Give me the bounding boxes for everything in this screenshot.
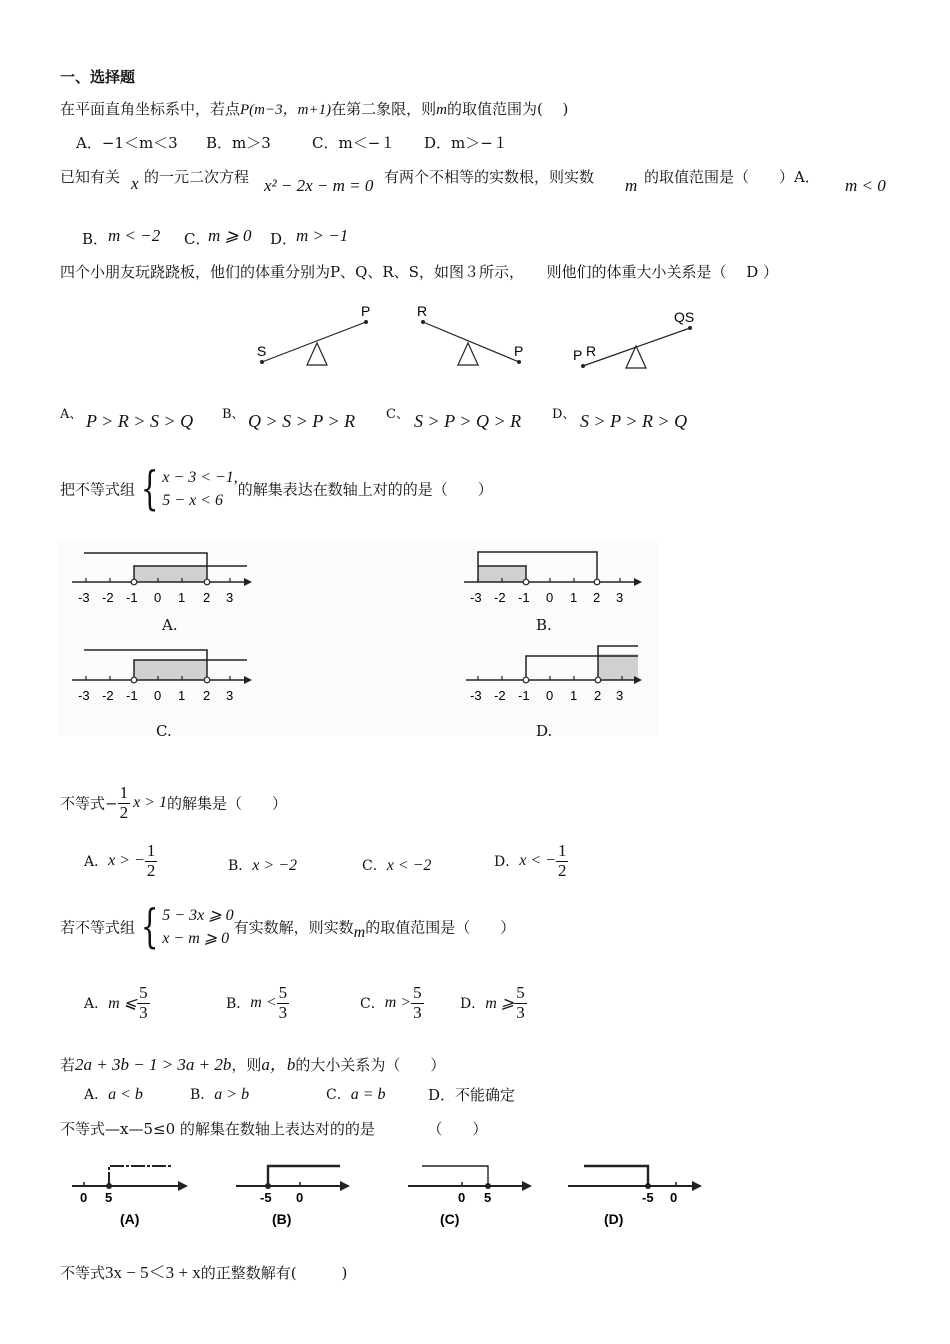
q5-opt-a-num: 1 [146, 841, 156, 860]
q6-option-a-label: A． [84, 996, 109, 1013]
q7-stem-post: 的大小关系为（ ） [295, 1056, 446, 1074]
q8d-label-1: -5 [642, 1190, 654, 1205]
seesaw-2 [417, 303, 523, 365]
q4c-tick-7: 3 [226, 688, 234, 703]
q2-equation: x² − 2x − m = 0 [264, 176, 374, 195]
q8a-label-2: 5 [105, 1190, 113, 1205]
q6-opt-d-den: 3 [516, 1002, 525, 1022]
q8-number-line-a [66, 1160, 196, 1230]
q5-fraction [118, 784, 131, 822]
q1-stem-pre: 在平面直角坐标系中，若点 [60, 100, 241, 118]
q9-expr: 3x − 5＜3 + x [105, 1263, 201, 1282]
q6-option-b [226, 984, 289, 1022]
q6-option-a-fraction [137, 984, 150, 1022]
q6-opt-c-den: 3 [413, 1002, 422, 1022]
q4-caption-b: B. [536, 616, 552, 634]
q4-ineq-2: 5 − x < 6 [162, 492, 223, 510]
q5-opt-a-den: 2 [146, 860, 156, 880]
q8-number-line-d [562, 1160, 712, 1230]
q8a-caption: (A) [120, 1211, 140, 1227]
q3-option-b-label: B、 [222, 407, 245, 422]
q8-stem: 不等式—x—5≤0 的解集在数轴上表达对的的是 （ ） [60, 1120, 488, 1138]
q4d-tick-2: -2 [494, 688, 506, 703]
q2-var-m: m [625, 176, 638, 195]
q6-option-c-label: C． [360, 996, 385, 1013]
q4c-tick-6: 2 [203, 688, 211, 703]
q2-option-b-label: B． [82, 230, 109, 248]
q6-option-b-fraction [277, 984, 290, 1022]
q2-option-c: m ⩾ 0 [208, 226, 252, 245]
q6-var: m [353, 924, 366, 942]
q2-stem-a: 已知有关 [60, 168, 121, 186]
q6-stem-pre: 若不等式组 [60, 918, 136, 937]
q4d-tick-7: 3 [616, 688, 624, 703]
q7-stem-pre: 若 [60, 1056, 76, 1074]
q4-number-line-c [62, 646, 262, 708]
q5-option-b-label: B． [228, 858, 253, 874]
q6-system [162, 904, 233, 950]
q5-option-b-expr: x > −2 [252, 857, 297, 874]
q4b-tick-1: -3 [470, 590, 482, 605]
q3-option-b: Q > S > P > R [248, 411, 356, 431]
q3-seesaw-figure [240, 298, 710, 380]
q5-opt-d-den: 2 [557, 860, 567, 880]
q6-stem-post: 的取值范围是（ ） [365, 918, 516, 937]
q8d-label-2: 0 [670, 1190, 678, 1205]
q6-option-d-expr: m ⩾ [485, 995, 515, 1013]
q1-stem-post: 在第二象限，则 [331, 100, 437, 118]
q4-stem-pre: 把不等式组 [60, 480, 136, 499]
q6-option-a [84, 984, 150, 1022]
q6-option-d-fraction [514, 984, 527, 1022]
q5-stem-pre: 不等式− [60, 794, 118, 813]
q4c-tick-5: 1 [178, 688, 186, 703]
q3-stem: 四个小朋友玩跷跷板，他们的体重分别为P、Q、R、S，如图３所示， 则他们的体重大小关系是（ D ） [60, 263, 779, 281]
q4-number-line-d [462, 644, 652, 708]
seesaw-3-left-label-1: P [573, 347, 583, 363]
q4d-tick-6: 2 [594, 688, 602, 703]
q7-vars: a，b [261, 1055, 296, 1074]
q7-option-b-label: B． [190, 1087, 215, 1103]
q4-number-line-a [62, 548, 262, 610]
question-1-stem [60, 98, 568, 119]
q6-option-b-label: B． [226, 996, 251, 1013]
q5-option-d-expr: x < − [519, 852, 556, 870]
q7-option-b-expr: a > b [214, 1086, 250, 1103]
q4-number-line-b [458, 548, 658, 610]
q9-stem [60, 1258, 347, 1283]
q6-opt-b-den: 3 [278, 1002, 288, 1022]
q6-option-c-expr: m > [384, 994, 412, 1012]
q8-number-line-c [402, 1160, 542, 1230]
q7-stem-mid: ，则 [231, 1056, 262, 1074]
q6-opt-c-num: 5 [413, 983, 422, 1002]
q7-option-a-label: A． [84, 1087, 109, 1103]
q1-point: P(m−3，m+1) [240, 102, 332, 118]
q2-option-d-label: D． [270, 230, 298, 248]
q4a-tick-4: 0 [154, 590, 162, 605]
q6-brace: { [140, 899, 159, 954]
q6-opt-b-num: 5 [278, 983, 288, 1002]
q7-option-c-label: C． [326, 1087, 351, 1103]
q1-option-a: A．−1＜m＜3 [76, 134, 178, 152]
q2-option-a: m < 0 [845, 176, 886, 195]
q6-opt-d-num: 5 [516, 983, 525, 1002]
q5-option-d-label: D． [494, 854, 520, 871]
seesaw-3 [573, 309, 694, 368]
q8b-label-1: -5 [260, 1190, 272, 1205]
q4-caption-a: A. [162, 616, 178, 634]
q6-stem-mid: 有实数解，则实数 [233, 918, 354, 937]
q6-option-d [460, 984, 527, 1022]
q5-stem-mid: x > 1 [133, 794, 167, 812]
q9-stem-pre: 不等式 [60, 1264, 106, 1282]
q2-option-b: m < −2 [108, 226, 161, 245]
seesaw-2-left-label: R [417, 303, 428, 319]
q5-option-c [362, 855, 431, 875]
q6-opt-a-den: 3 [139, 1002, 148, 1022]
q2-var-x: x [131, 174, 139, 193]
q7-option-c [326, 1084, 386, 1104]
q6-option-c-fraction [411, 984, 424, 1022]
q4b-tick-7: 3 [616, 590, 624, 605]
q7-option-a-expr: a < b [108, 1086, 143, 1103]
q7-option-a [84, 1084, 143, 1104]
q4a-tick-6: 2 [203, 590, 211, 605]
q6-option-b-expr: m < [250, 994, 277, 1012]
q4a-tick-3: -1 [126, 590, 138, 605]
q1-stem-end: 的取值范围为( ) [446, 100, 569, 118]
q4-caption-c: C. [156, 722, 172, 740]
q4-system [162, 466, 238, 512]
q5-option-c-expr: x < −2 [386, 857, 432, 874]
q4c-tick-2: -2 [102, 688, 114, 703]
q7-option-d: D．不能确定 [428, 1086, 516, 1104]
q8d-caption: (D) [604, 1211, 624, 1227]
q5-option-a-expr: x > − [108, 852, 145, 870]
q3-option-c-label: C、 [386, 407, 409, 422]
q6-option-a-expr: m ⩽ [108, 995, 138, 1013]
q4a-tick-2: -2 [102, 590, 114, 605]
q6-option-c [360, 984, 424, 1022]
seesaw-3-right-label: QS [674, 309, 695, 325]
q3-option-d-label: D、 [552, 407, 576, 422]
q5-option-d-fraction [556, 842, 569, 880]
q4-ineq-1: x − 3 < −1, [162, 469, 238, 486]
q4-stem [60, 461, 493, 516]
q2-stem-b: 的一元二次方程 [144, 168, 250, 186]
q4c-tick-1: -3 [78, 688, 90, 703]
q1-option-b: B．m＞3 [206, 134, 271, 152]
q4c-tick-4: 0 [154, 688, 162, 703]
q5-stem-post: 的解集是（ ） [166, 794, 287, 813]
seesaw-1 [257, 303, 370, 365]
q4a-tick-7: 3 [226, 590, 234, 605]
q5-option-d [494, 842, 568, 880]
seesaw-2-right-label: P [514, 343, 524, 359]
q5-option-a [84, 842, 157, 880]
q7-expr: 2a + 3b − 1 > 3a + 2b [75, 1055, 232, 1074]
q8b-label-2: 0 [296, 1190, 304, 1205]
q3-option-c: S > P > Q > R [414, 411, 522, 431]
q7-stem [60, 1050, 445, 1075]
q5-option-b [228, 855, 297, 875]
seesaw-1-left-label: S [257, 343, 267, 359]
q1-option-c: C．m＜−１ [312, 134, 396, 152]
q8c-caption: (C) [440, 1211, 460, 1227]
q4d-tick-4: 0 [546, 688, 554, 703]
q6-opt-a-num: 5 [139, 983, 148, 1002]
q4-brace: { [140, 461, 159, 516]
q5-opt-d-num: 1 [557, 841, 567, 860]
q3-option-d: S > P > R > Q [580, 411, 688, 431]
q5-stem [60, 784, 287, 822]
q8c-label-2: 5 [484, 1190, 492, 1205]
q3-option-a-label: A、 [60, 407, 83, 422]
q4b-tick-4: 0 [546, 590, 554, 605]
q4b-tick-3: -1 [518, 590, 530, 605]
q4-stem-post: 的解集表达在数轴上对的的是（ ） [237, 480, 493, 499]
q4b-tick-6: 2 [593, 590, 601, 605]
q6-ineq-1: 5 − 3x ⩾ 0 [162, 907, 234, 924]
q4b-tick-5: 1 [570, 590, 578, 605]
q7-option-c-expr: a = b [350, 1086, 386, 1103]
q1-option-d: D．m＞−１ [424, 134, 508, 152]
q4a-tick-5: 1 [178, 590, 186, 605]
q1-var: m [436, 102, 447, 118]
q9-stem-post: 的正整数解有( ) [200, 1264, 348, 1282]
q4d-tick-5: 1 [570, 688, 578, 703]
q8a-label-1: 0 [80, 1190, 88, 1205]
q7-option-b [190, 1084, 249, 1104]
q4c-tick-3: -1 [126, 688, 138, 703]
q5-option-a-label: A． [84, 854, 109, 871]
q5-frac-den: 2 [119, 802, 129, 822]
q3-option-a: P > R > S > Q [86, 411, 194, 431]
q5-frac-num: 1 [119, 783, 129, 802]
q2-option-d: m > −1 [296, 226, 349, 245]
q2-stem-d: 的取值范围是（ ）A． [644, 168, 820, 186]
section-title: 一、选择题 [60, 68, 136, 86]
q5-option-a-fraction [145, 842, 158, 880]
q4b-tick-2: -2 [494, 590, 506, 605]
q8-number-line-b [232, 1160, 362, 1230]
q4a-tick-1: -3 [78, 590, 90, 605]
q8b-caption: (B) [272, 1211, 292, 1227]
q8c-label-1: 0 [458, 1190, 466, 1205]
q4d-tick-3: -1 [518, 688, 530, 703]
q4d-tick-1: -3 [470, 688, 482, 703]
q6-ineq-2: x − m ⩾ 0 [162, 930, 230, 948]
q5-option-c-label: C． [362, 858, 387, 874]
q2-stem-c: 有两个不相等的实数根，则实数 [384, 168, 595, 186]
q4-caption-d: D. [536, 722, 553, 740]
q6-stem [60, 899, 516, 954]
seesaw-1-right-label: P [361, 303, 371, 319]
seesaw-3-left-label-2: R [586, 343, 597, 359]
q6-option-d-label: D． [460, 996, 486, 1013]
q2-option-c-label: C． [184, 230, 211, 248]
